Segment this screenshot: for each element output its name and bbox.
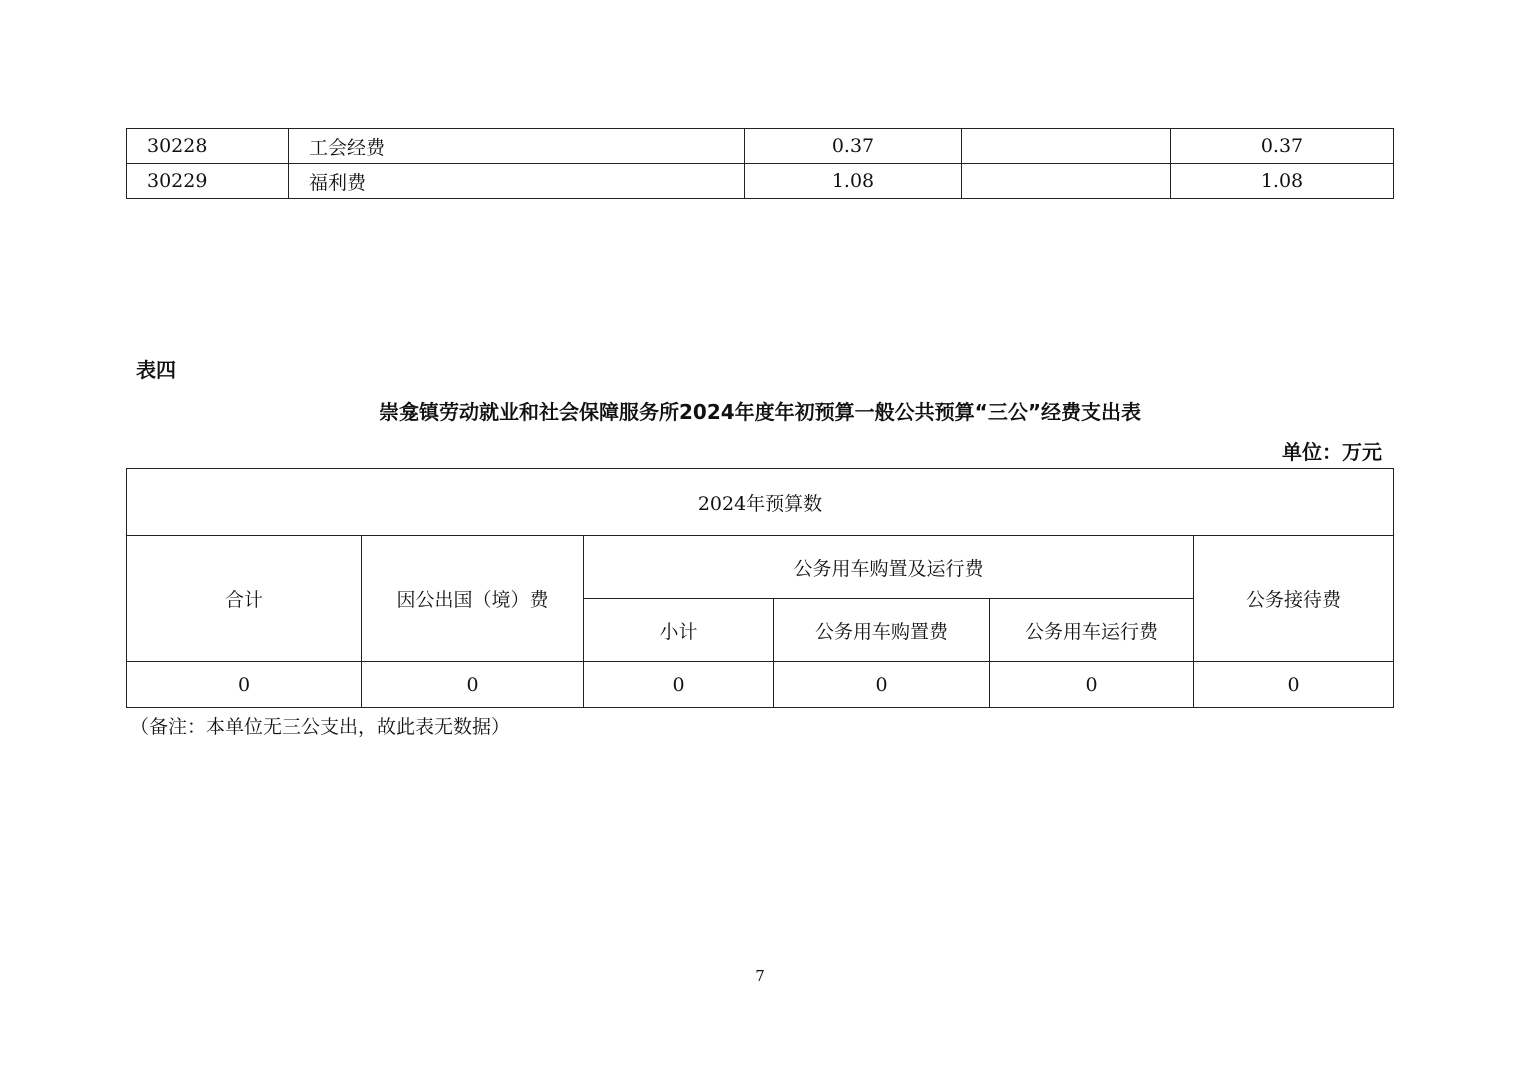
table-note: （备注：本单位无三公支出，故此表无数据）: [130, 716, 511, 738]
subtotal-value: 0: [584, 662, 774, 708]
amount-cell: 0.37: [745, 129, 962, 164]
total-header: 合计: [127, 536, 362, 662]
vehicle-operation-header: 公务用车运行费: [990, 599, 1194, 662]
table-title: 崇龛镇劳动就业和社会保障服务所2024年度年初预算一般公共预算“三公”经费支出表: [379, 400, 1141, 424]
three-public-expenses-table: [126, 468, 1394, 708]
table-row: [127, 129, 1394, 164]
table-row: [127, 164, 1394, 199]
code-cell: 30228: [127, 129, 289, 164]
amount-cell: [962, 164, 1171, 199]
amount-cell: 1.08: [1171, 164, 1394, 199]
total-value: 0: [127, 662, 362, 708]
year-header-row: [127, 469, 1394, 536]
abroad-value: 0: [362, 662, 584, 708]
subtotal-header: 小计: [584, 599, 774, 662]
vehicle-purchase-value: 0: [774, 662, 990, 708]
expense-detail-table: [126, 128, 1394, 199]
reception-value: 0: [1194, 662, 1394, 708]
vehicle-group-header: 公务用车购置及运行费: [584, 536, 1194, 599]
reception-header: 公务接待费: [1194, 536, 1394, 662]
vehicle-operation-value: 0: [990, 662, 1194, 708]
amount-cell: [962, 129, 1171, 164]
year-header-cell: 2024年预算数: [127, 469, 1394, 536]
table-row: [127, 662, 1394, 708]
name-cell: 福利费: [289, 164, 745, 199]
amount-cell: 0.37: [1171, 129, 1394, 164]
table-label: 表四: [136, 358, 176, 382]
unit-label: 单位：万元: [1282, 440, 1382, 464]
vehicle-purchase-header: 公务用车购置费: [774, 599, 990, 662]
code-cell: 30229: [127, 164, 289, 199]
name-cell: 工会经费: [289, 129, 745, 164]
page-number: 7: [755, 967, 765, 985]
abroad-header: 因公出国（境）费: [362, 536, 584, 662]
header-row: [127, 536, 1394, 599]
amount-cell: 1.08: [745, 164, 962, 199]
